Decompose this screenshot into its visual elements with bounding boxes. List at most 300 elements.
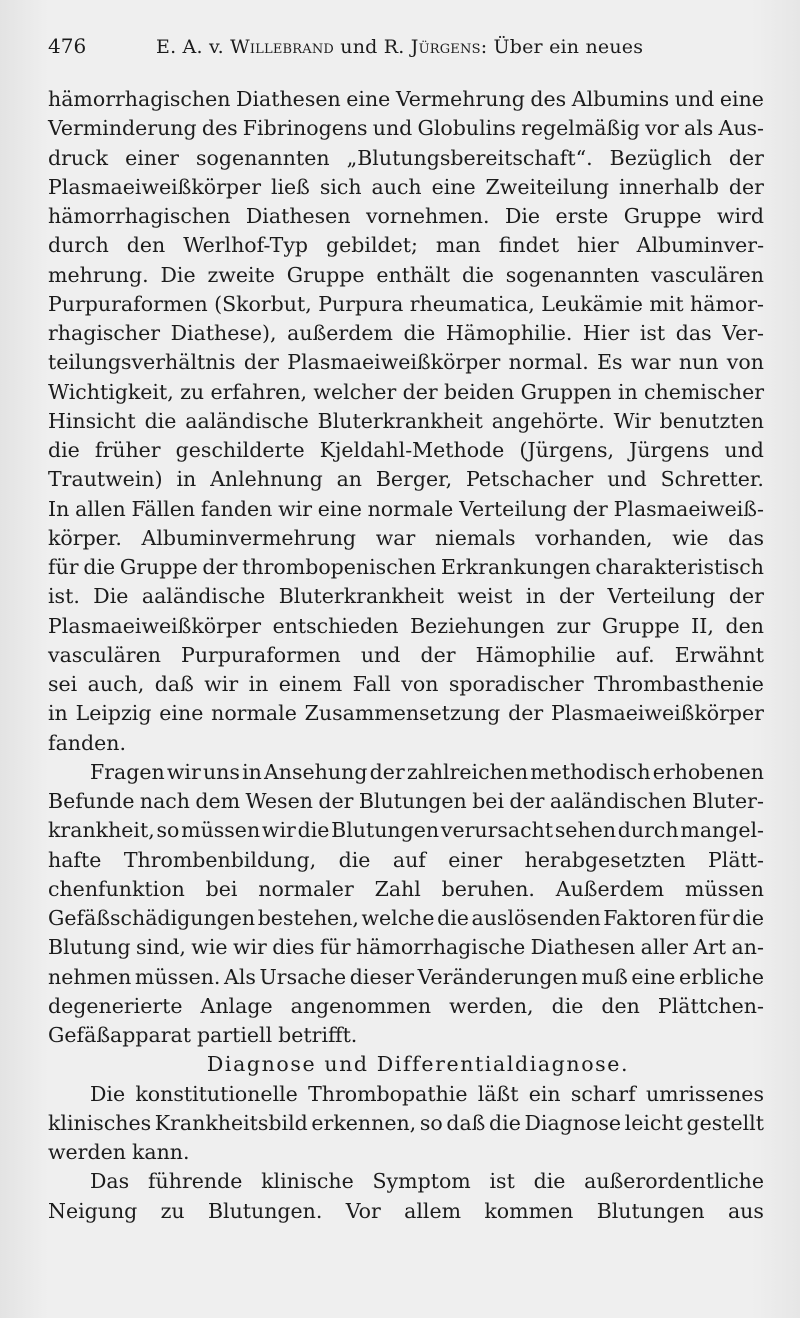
- word: Gefäßapparat: [48, 1023, 191, 1047]
- word: erbliche: [678, 964, 764, 989]
- word: aaländische: [185, 408, 309, 433]
- word: charakteristisch: [595, 555, 764, 579]
- word: wie: [672, 525, 709, 550]
- word: regelmäßig: [521, 116, 640, 141]
- word: Purpura: [318, 291, 404, 316]
- word: wie: [191, 935, 228, 960]
- word: eine: [719, 87, 764, 111]
- word: Ver-: [722, 321, 764, 345]
- text-line: [48, 846, 764, 875]
- word: Leukämie: [541, 291, 643, 316]
- text-line: [48, 1109, 764, 1138]
- word: Blutungen: [596, 1198, 705, 1223]
- text-line: [48, 1080, 764, 1109]
- word: zahlreichen: [406, 759, 529, 784]
- text-line: [48, 904, 764, 933]
- word: welche: [361, 906, 435, 930]
- word: wir: [278, 496, 313, 521]
- word: der: [318, 789, 354, 813]
- word: verursacht: [440, 818, 554, 843]
- word: den: [725, 613, 764, 638]
- word: angehörte.: [491, 408, 605, 433]
- word: zur: [556, 613, 591, 638]
- word: dem: [195, 789, 241, 813]
- text-line: [48, 378, 764, 407]
- word: das: [728, 525, 764, 550]
- word: Wesen: [245, 789, 313, 813]
- text-line: [48, 85, 764, 114]
- word: in: [617, 379, 638, 404]
- word: der: [559, 584, 595, 609]
- word: Trautwein): [48, 467, 163, 492]
- word: Zahl: [374, 876, 421, 901]
- word: chenfunktion: [48, 876, 185, 901]
- word: die: [297, 818, 330, 843]
- word: Es: [597, 350, 623, 375]
- word: Albumins: [571, 87, 670, 111]
- word: normale: [211, 701, 297, 726]
- word: an: [336, 467, 362, 492]
- word: Hämophilie.: [445, 321, 573, 345]
- word: der: [420, 642, 456, 667]
- text-line: [48, 144, 764, 173]
- word: Plasmaeiweiß-: [613, 496, 764, 521]
- word: sind,: [135, 935, 186, 960]
- word: Kjeldahl-Methode: [319, 438, 505, 462]
- word: die: [489, 1110, 521, 1135]
- word: durch: [617, 818, 679, 843]
- word: Die: [160, 262, 196, 287]
- word: hämorrhagischen: [48, 204, 231, 228]
- word: die: [533, 1169, 566, 1194]
- word: dies: [272, 935, 315, 960]
- word: wir: [232, 935, 267, 960]
- word: vasculären: [48, 642, 161, 667]
- word: Wir: [613, 408, 651, 433]
- word: normaler: [258, 876, 354, 901]
- word: welcher: [313, 379, 397, 404]
- word: müssen: [684, 876, 764, 901]
- word: Globulins: [417, 116, 516, 141]
- word: der: [508, 701, 544, 726]
- word: in: [248, 672, 269, 696]
- word: Blutung: [48, 935, 131, 960]
- word: Symptom: [372, 1169, 471, 1194]
- word: ließ: [270, 174, 310, 199]
- word: Fällen: [131, 496, 196, 521]
- word: in: [525, 584, 546, 609]
- word: kommen: [484, 1198, 574, 1223]
- word: vornehmen.: [365, 204, 490, 228]
- word: als: [684, 116, 714, 141]
- word: Art: [693, 935, 727, 960]
- word: der: [202, 555, 238, 579]
- word: kann.: [131, 1140, 190, 1164]
- word: und: [724, 438, 764, 462]
- word: die: [338, 847, 371, 872]
- word: zweite: [207, 262, 275, 287]
- word: Diathese),: [170, 321, 277, 345]
- text-line: [48, 670, 764, 699]
- word: die: [732, 906, 764, 930]
- word: die: [144, 408, 177, 433]
- word: nach: [139, 789, 190, 813]
- word: die: [83, 555, 116, 579]
- word: innerhalb: [618, 174, 719, 199]
- word: Verminderung: [48, 116, 197, 141]
- header-author-willebrand: Willebrand: [230, 36, 335, 58]
- word: Werlhof-Typ: [183, 233, 309, 258]
- word: Erkrankungen: [440, 555, 591, 579]
- word: den: [126, 233, 166, 258]
- word: Plasmaeiweißkörper: [48, 174, 261, 199]
- word: Leipzig: [75, 701, 152, 726]
- word: körper.: [48, 525, 122, 550]
- word: Gruppen: [520, 379, 612, 404]
- word: die: [437, 906, 469, 930]
- word: hämorrhagischen: [48, 87, 231, 111]
- word: aaländischen: [549, 789, 687, 813]
- word: den: [601, 993, 640, 1018]
- word: der: [572, 496, 608, 521]
- word: Wichtigkeit,: [48, 379, 174, 404]
- word: Befunde: [48, 789, 135, 813]
- word: betrifft.: [278, 1023, 358, 1047]
- word: Berger,: [375, 467, 453, 492]
- text-line: [48, 319, 764, 348]
- text-line: [48, 816, 764, 845]
- text-line: [48, 348, 764, 377]
- text-line: [48, 1167, 764, 1196]
- word: Diathesen: [236, 87, 341, 111]
- word: für: [48, 555, 79, 579]
- text-line: [48, 612, 764, 641]
- word: sporadischer: [448, 672, 584, 696]
- word: benutzten: [659, 408, 764, 433]
- word: Jürgens: [629, 438, 710, 462]
- word: Thrombasthenie: [594, 672, 764, 696]
- word: Neigung: [48, 1198, 138, 1223]
- word: aller: [640, 935, 688, 960]
- word: sogenannten: [196, 145, 330, 170]
- word: früher: [94, 438, 161, 462]
- word: scharf: [570, 1081, 636, 1106]
- word: so: [156, 818, 180, 843]
- word: II,: [691, 613, 714, 638]
- word: Verteilung: [607, 584, 716, 609]
- word: Blutungen: [331, 818, 440, 843]
- word: werden: [48, 1140, 126, 1164]
- word: des: [530, 87, 567, 111]
- word: vorhanden,: [535, 525, 653, 550]
- word: und: [607, 467, 647, 492]
- word: in: [176, 467, 197, 492]
- word: gebildet;: [326, 233, 418, 258]
- paragraph-block-1: [48, 85, 764, 1050]
- word: und: [674, 87, 715, 111]
- word: an-: [731, 935, 764, 960]
- word: bei: [205, 876, 238, 901]
- word: ist: [489, 1169, 515, 1194]
- word: Diathesen: [245, 204, 351, 228]
- word: Verteilung: [459, 496, 567, 521]
- word: Gefäßschädigungen: [48, 906, 256, 930]
- word: wir: [204, 672, 239, 696]
- word: eine: [631, 964, 676, 989]
- word: erkennen,: [311, 1110, 417, 1135]
- word: außerordentliche: [584, 1169, 764, 1194]
- word: einem: [278, 672, 343, 696]
- word: eine: [317, 496, 362, 521]
- section-heading: Diagnose und Differentialdiagnose.: [206, 1052, 630, 1077]
- word: Plätt-: [708, 847, 764, 872]
- text-line: [48, 173, 764, 202]
- header-authors-part2: und R.: [334, 36, 411, 58]
- word: rhagischer: [48, 321, 161, 345]
- word: Albuminvermehrung: [141, 525, 357, 550]
- word: beiden: [444, 379, 515, 404]
- word: Schretter.: [660, 467, 764, 492]
- text-line: [48, 495, 764, 524]
- word: beruhen.: [441, 876, 535, 901]
- word: durch: [48, 233, 109, 258]
- word: Das: [90, 1169, 130, 1194]
- word: Fragen: [90, 759, 165, 784]
- word: hier: [577, 233, 619, 258]
- word: auslösenden: [471, 906, 601, 930]
- word: daß: [154, 672, 194, 696]
- paragraph-block-2: [48, 1080, 764, 1226]
- word: der: [402, 379, 438, 404]
- word: Ursache: [259, 964, 347, 989]
- word: die: [551, 993, 584, 1018]
- word: Anlage: [200, 993, 273, 1018]
- word: uns: [202, 759, 240, 784]
- text-line: [48, 758, 764, 787]
- word: mit: [649, 291, 684, 316]
- word: hämor-: [690, 291, 764, 316]
- word: erste: [555, 204, 609, 228]
- text-line: [48, 465, 764, 494]
- word: mangel-: [680, 818, 764, 843]
- word: Petschacher: [466, 467, 594, 492]
- word: umrissenes: [645, 1081, 764, 1106]
- word: eine: [159, 701, 204, 726]
- word: in: [242, 759, 262, 784]
- text-line: [48, 290, 764, 319]
- word: bestehen,: [257, 906, 359, 930]
- word: Zusammensetzung: [304, 701, 501, 726]
- word: Krankheitsbild: [154, 1110, 308, 1135]
- word: dieser: [349, 964, 415, 989]
- word: außerdem: [287, 321, 393, 345]
- word: auch,: [87, 672, 145, 696]
- word: Die: [90, 1081, 126, 1106]
- word: sich: [319, 174, 362, 199]
- word: der: [728, 584, 764, 609]
- text-line: [48, 933, 764, 962]
- word: Albuminver-: [636, 233, 764, 258]
- word: allen: [75, 496, 126, 521]
- word: einer: [125, 145, 179, 170]
- word: partiell: [196, 1023, 273, 1047]
- word: degenerierte: [48, 993, 183, 1018]
- word: die: [403, 321, 436, 345]
- text-line: [48, 582, 764, 611]
- text-line: [48, 1021, 764, 1050]
- word: Thrombenbildung,: [123, 847, 317, 872]
- word: geschilderte: [175, 438, 305, 462]
- text-line: [48, 524, 764, 553]
- word: für: [699, 906, 730, 930]
- word: in: [48, 701, 68, 726]
- word: enthält: [376, 262, 451, 287]
- word: einer: [448, 847, 503, 872]
- word: findet: [498, 233, 560, 258]
- text-line: [48, 436, 764, 465]
- word: Plasmaeiweißkörper: [48, 613, 261, 638]
- word: (Skorbut,: [214, 291, 312, 316]
- word: wir: [166, 759, 201, 784]
- word: bei: [472, 789, 504, 813]
- text-line: [48, 787, 764, 816]
- word: Erwähnt: [674, 642, 764, 667]
- word: so: [419, 1110, 443, 1135]
- word: klinische: [261, 1169, 354, 1194]
- page-number: 476: [48, 34, 87, 58]
- text-line: [48, 202, 764, 231]
- word: Fibrinogens: [242, 116, 368, 141]
- word: niemals: [434, 525, 516, 550]
- word: und: [372, 116, 413, 141]
- word: Gruppe: [623, 204, 702, 228]
- word: teilungsverhältnis: [48, 350, 236, 375]
- word: Beziehungen: [410, 613, 545, 638]
- word: die: [462, 262, 494, 287]
- word: müssen.: [134, 964, 221, 989]
- word: rheumatica,: [409, 291, 535, 316]
- word: Bluter-: [691, 789, 764, 813]
- text-line: [48, 992, 764, 1021]
- word: Aus-: [718, 116, 764, 141]
- running-title: [156, 35, 643, 59]
- word: hafte: [48, 847, 102, 872]
- header-authors-part1: E. A. v.: [156, 36, 231, 58]
- word: von: [401, 672, 439, 696]
- word: nun: [678, 350, 719, 375]
- text-line: [48, 641, 764, 670]
- word: Vermehrung: [395, 87, 525, 111]
- word: herabgesetzten: [524, 847, 686, 872]
- word: Diagnose: [524, 1110, 622, 1135]
- header-author-juergens: Jürgens: [410, 36, 481, 58]
- body-text: [48, 85, 764, 1226]
- word: erhobenen: [652, 759, 764, 784]
- word: Gruppe: [286, 262, 365, 287]
- word: angenommen: [290, 993, 432, 1018]
- word: vasculären: [651, 262, 764, 287]
- text-line: [48, 261, 764, 290]
- word: Die: [93, 584, 129, 609]
- word: ist: [639, 321, 666, 345]
- word: von: [726, 350, 764, 375]
- word: Faktoren: [603, 906, 697, 930]
- word: ein: [528, 1081, 561, 1106]
- word: allem: [404, 1198, 462, 1223]
- word: druck: [48, 145, 109, 170]
- text-line: [48, 963, 764, 992]
- word: (Jürgens,: [519, 438, 615, 462]
- word: müssen: [181, 818, 261, 843]
- word: gestellt: [686, 1110, 764, 1135]
- word: für: [319, 935, 351, 960]
- word: Gruppe: [119, 555, 198, 579]
- word: Gruppe: [601, 613, 680, 638]
- word: das: [675, 321, 712, 345]
- word: Hinsicht: [48, 408, 136, 433]
- word: Hier: [582, 321, 630, 345]
- word: sei: [48, 672, 78, 696]
- word: Anlehnung: [210, 467, 323, 492]
- word: muß: [581, 964, 628, 989]
- word: In: [48, 496, 70, 521]
- word: thrombopenischen: [242, 555, 437, 579]
- word: weist: [457, 584, 513, 609]
- text-line: [48, 875, 764, 904]
- word: Blutungen: [358, 789, 467, 813]
- word: auch: [371, 174, 422, 199]
- word: der: [243, 350, 279, 375]
- word: Bluterkrankheit: [278, 584, 444, 609]
- word: sogenannten: [505, 262, 640, 287]
- word: erfahren,: [210, 379, 308, 404]
- word: Bluterkrankheit: [317, 408, 483, 433]
- word: wird: [716, 204, 764, 228]
- word: Bezüglich: [609, 145, 712, 170]
- word: Blutungen.: [207, 1198, 323, 1223]
- word: des: [201, 116, 238, 141]
- word: Purpuraformen: [181, 642, 341, 667]
- word: Purpuraformen: [48, 291, 208, 316]
- header-title-rest: : Über ein neues: [480, 36, 644, 58]
- text-line: [48, 699, 764, 728]
- text-line: [48, 114, 764, 143]
- word: eine: [431, 174, 476, 199]
- word: Außerdem: [555, 876, 665, 901]
- word: zu: [160, 1198, 185, 1223]
- word: Ansehung: [264, 759, 368, 784]
- word: daß: [446, 1110, 486, 1135]
- word: methodisch: [530, 759, 651, 784]
- word: war: [630, 350, 671, 375]
- word: läßt: [477, 1081, 519, 1106]
- word: und: [360, 642, 401, 667]
- word: mehrung.: [48, 262, 149, 287]
- word: aus: [727, 1198, 764, 1223]
- word: der: [509, 789, 545, 813]
- word: der: [728, 174, 764, 199]
- word: nehmen: [48, 964, 132, 989]
- word: der: [728, 145, 764, 170]
- word: Plasmaeiweißkörper: [550, 701, 764, 726]
- word: „Blutungsbereitschaft“.: [346, 145, 593, 170]
- word: werden,: [449, 993, 534, 1018]
- word: konstitutionelle: [135, 1081, 298, 1106]
- word: auf: [392, 847, 426, 872]
- word: sehen: [554, 818, 617, 843]
- word: auf.: [615, 642, 655, 667]
- word: krankheit,: [48, 818, 155, 843]
